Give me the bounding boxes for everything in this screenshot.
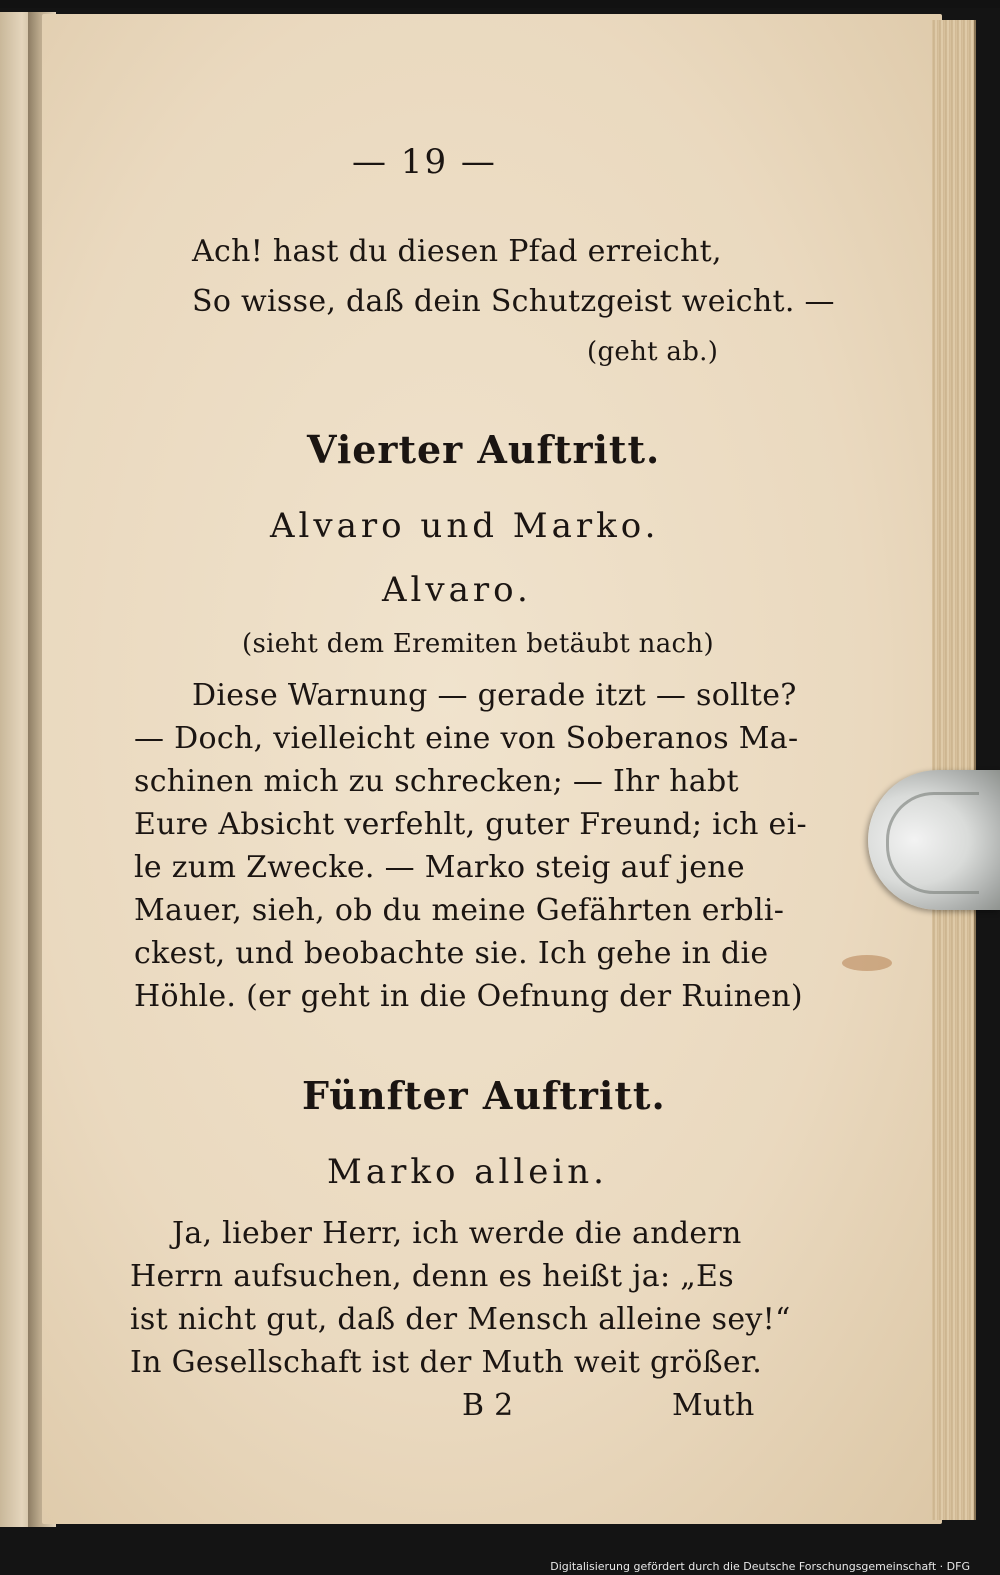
digitization-credit: Digitalisierung gefördert durch die Deutsche Forschungsgemeinschaft · DFG [550,1560,970,1573]
scene-5-line-1: Ja, lieber Herr, ich werde die andern [172,1216,742,1251]
scene-4-line-3: schinen mich zu schrecken; — Ihr habt [134,764,739,799]
verse-line-1: Ach! hast du diesen Pfad erreicht, [192,234,722,269]
scene-4-heading: Vierter Auftritt. [307,427,661,472]
verse-line-2: So wisse, daß dein Schutzgeist weicht. — [192,284,835,319]
scene-4-line-6: Mauer, sieh, ob du meine Gefährten erbli- [134,893,785,928]
scene-5-persons: Marko allein. [327,1152,608,1192]
scene-4-line-7: ckest, und beobachte sie. Ich gehe in die [134,936,769,971]
scene-4-line-8: Höhle. (er geht in die Oefnung der Ruinen) [134,979,803,1014]
page-clip [868,770,1000,910]
stage-direction-exit: (geht ab.) [587,337,719,367]
page-content [42,14,942,1524]
page-clip-rim [886,792,979,894]
signature-mark: B 2 [462,1388,514,1423]
scene-4-line-1: Diese Warnung — gerade itzt — sollte? [192,678,797,713]
scene-5-line-3: ist nicht gut, daß der Mensch alleine sey!“ [130,1302,791,1337]
scene-4-line-5: le zum Zwecke. — Marko steig auf jene [134,850,745,885]
page-number: — 19 — [352,142,497,182]
scene-5-heading: Fünfter Auftritt. [302,1073,666,1118]
paper-stain [842,955,892,971]
catchword: Muth [672,1388,755,1423]
scene-4-line-4: Eure Absicht verfehlt, guter Freund; ich ei- [134,807,807,842]
scene-5-line-2: Herrn aufsuchen, denn es heißt ja: „Es [130,1259,734,1294]
scene-4-direction: (sieht dem Eremiten betäubt nach) [242,629,714,659]
scene-4-speaker: Alvaro. [382,570,532,610]
scene-5-line-4: In Gesellschaft ist der Muth weit größer. [130,1345,763,1380]
scene-4-line-2: — Doch, vielleicht eine von Soberanos Ma- [134,721,799,756]
scene-4-persons: Alvaro und Marko. [270,506,660,546]
